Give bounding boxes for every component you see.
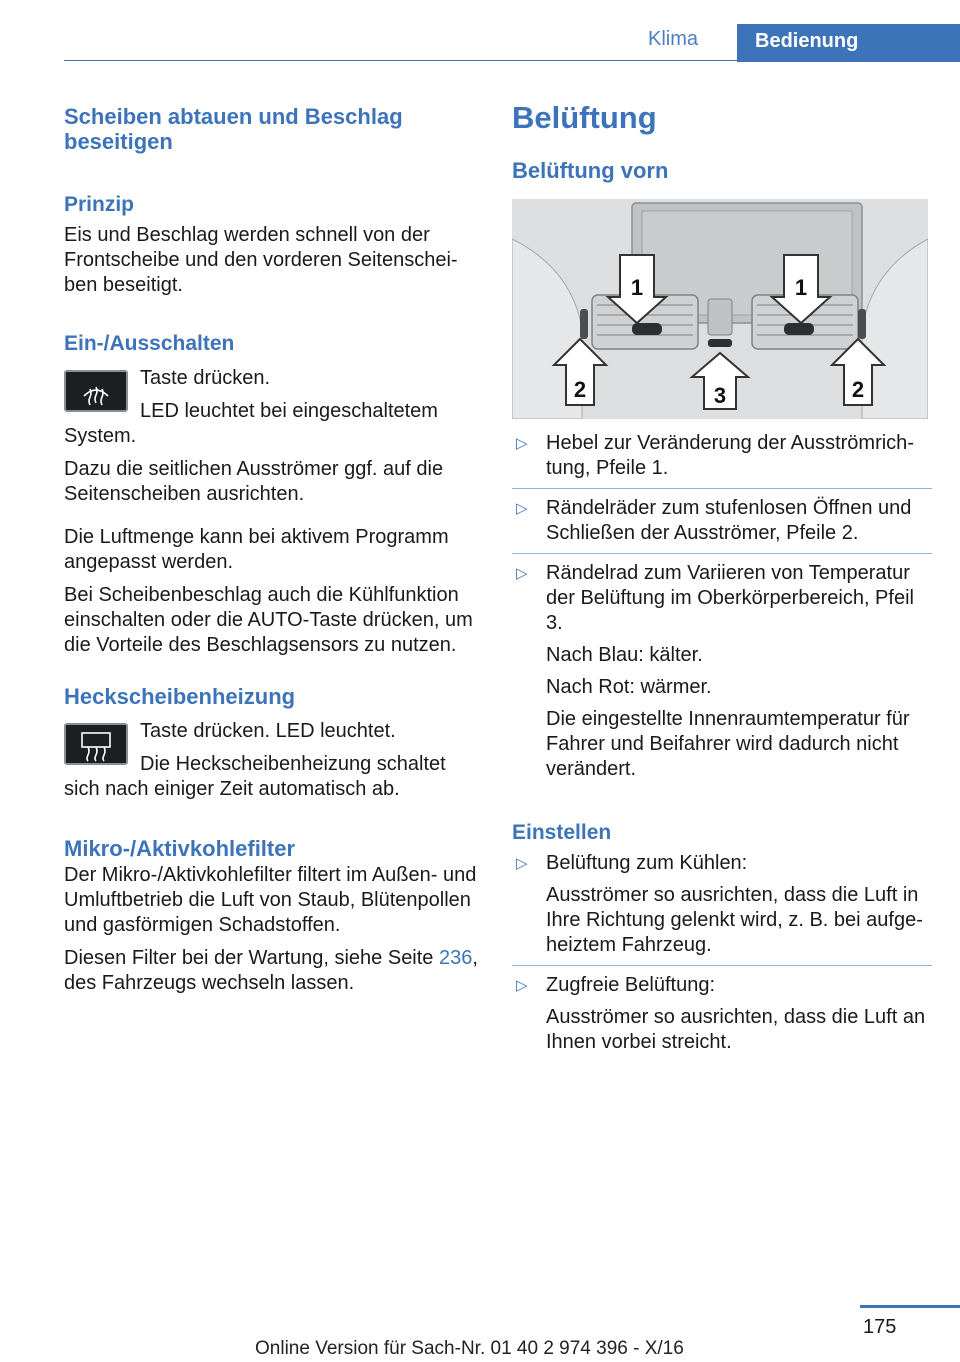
rear-defrost-button-icon bbox=[64, 723, 128, 765]
bullet-subtext: Nach Rot: wärmer. bbox=[546, 676, 712, 698]
list-item bbox=[512, 431, 932, 481]
list-divider bbox=[512, 553, 932, 554]
text-filter-wartung-a: Diesen Filter bei der Wartung, siehe Seite bbox=[64, 947, 439, 969]
bullet-triangle-icon: ▷ bbox=[516, 977, 528, 994]
heading-heckscheibenheizung: Heckscheibenheizung bbox=[64, 684, 296, 709]
bullet-triangle-icon: ▷ bbox=[516, 855, 528, 872]
arrow-label-2-right: 2 bbox=[851, 377, 865, 402]
list-item bbox=[512, 851, 932, 958]
arrow-label-1-left: 1 bbox=[630, 275, 644, 300]
text-filter-wartung bbox=[64, 946, 482, 996]
heck-block bbox=[64, 719, 482, 802]
text-ein-ausstroemer: Dazu die seitlichen Ausströmer ggf. auf die Seitenscheiben ausrichten. bbox=[64, 458, 444, 505]
heading-ein-ausschalten: Ein-/Ausschalten bbox=[64, 332, 235, 355]
bullet-subtext: Nach Blau: kälter. bbox=[546, 644, 703, 666]
bullet-text: Ausströmer so ausrichten, dass die Luft an Ihnen vorbei streicht. bbox=[546, 1006, 926, 1053]
list-item bbox=[512, 973, 932, 1055]
bullet-label: Zugfreie Belüftung: bbox=[546, 974, 715, 996]
text-heck-abschalten: Die Heckscheibenheizung schaltet sich nach einiger Zeit automatisch ab. bbox=[64, 753, 446, 800]
bullet-text: Rändelräder zum stufenlosen Öffnen und Schließen der Ausströmer, Pfeile 2. bbox=[546, 497, 912, 544]
bullet-label: Belüftung zum Kühlen: bbox=[546, 852, 748, 874]
heading-mikrofilter: Mikro-/Aktivkohlefilter bbox=[64, 836, 296, 861]
bullet-list-einstellen bbox=[512, 851, 932, 1055]
bullet-triangle-icon: ▷ bbox=[516, 565, 528, 582]
list-divider bbox=[512, 488, 932, 489]
text-filter-wartung-b: , des Fahrzeugs wechseln lassen. bbox=[64, 947, 478, 994]
page-link-236[interactable]: 236 bbox=[439, 947, 473, 969]
bullet-list-belueftung bbox=[512, 431, 932, 782]
text-mikrofilter: Der Mikro-/Aktivkohlefilter filtert im Außen- und Umluftbetrieb die Luft von Staub, Blütenpollen und gasförmigen Schadstoffen. bbox=[64, 864, 477, 936]
text-ein-kuehlfunktion: Bei Scheibenbeschlag auch die Kühlfunktion einschalten oder die AUTO-Taste drücken, um die Vorteile des Beschlagsensors zu nutzen. bbox=[64, 584, 473, 656]
section-title-belueftung: Belüftung bbox=[512, 100, 657, 135]
list-divider bbox=[512, 965, 932, 966]
bullet-subtext: Die eingestellte Innenraumtemperatur für Fahrer und Beifahrer wird dadurch nicht verändert. bbox=[546, 708, 910, 780]
ventilation-illustration bbox=[512, 199, 932, 419]
front-defrost-button-icon bbox=[64, 370, 128, 412]
footer-divider bbox=[860, 1305, 960, 1308]
text-ein-led: LED leuchtet bei eingeschaltetem System. bbox=[64, 400, 438, 447]
header-divider bbox=[64, 60, 960, 61]
header-tab-klima[interactable]: Klima bbox=[648, 28, 699, 50]
bullet-text: Ausströmer so ausrichten, dass die Luft in Ihre Richtung gelenkt wird, z. B. bei aufgeheiztem Fahrzeug. bbox=[546, 884, 923, 956]
heading-einstellen: Einstellen bbox=[512, 821, 612, 844]
defrost-block bbox=[64, 366, 482, 449]
heading-belueftung-vorn: Belüftung vorn bbox=[512, 158, 669, 183]
text-ein-taste: Taste drücken. bbox=[140, 367, 271, 389]
text-prinzip: Eis und Beschlag werden schnell von der Frontscheibe und den vorderen Seitenscheiben beseitigt. bbox=[64, 224, 458, 296]
bullet-triangle-icon: ▷ bbox=[516, 435, 528, 452]
footer-online-version: Online Version für Sach-Nr. 01 40 2 974 396 - X/16 bbox=[255, 1338, 684, 1359]
left-column bbox=[64, 104, 482, 996]
heading-prinzip: Prinzip bbox=[64, 193, 135, 216]
arrow-label-1-right: 1 bbox=[794, 275, 808, 300]
page-number: 175 bbox=[863, 1316, 897, 1338]
section-title-scheiben-abtauen: Scheiben abtauen und Beschlag beseitigen bbox=[64, 104, 403, 154]
arrow-label-2-left: 2 bbox=[573, 377, 587, 402]
bullet-triangle-icon: ▷ bbox=[516, 500, 528, 517]
header-tab-bedienung[interactable]: Bedienung bbox=[737, 24, 960, 62]
list-item bbox=[512, 496, 932, 546]
bullet-text: Rändelrad zum Variieren von Temperatur der Belüftung im Oberkörperbereich, Pfeil 3. bbox=[546, 562, 914, 634]
text-ein-luftmenge: Die Luftmenge kann bei aktivem Programm angepasst werden. bbox=[64, 526, 449, 573]
text-heck-taste: Taste drücken. LED leuchtet. bbox=[140, 720, 396, 742]
list-item bbox=[512, 561, 932, 782]
bullet-text: Hebel zur Veränderung der Ausströmrichtung, Pfeile 1. bbox=[546, 432, 914, 479]
right-column bbox=[512, 100, 932, 1055]
arrow-label-3: 3 bbox=[713, 383, 727, 408]
